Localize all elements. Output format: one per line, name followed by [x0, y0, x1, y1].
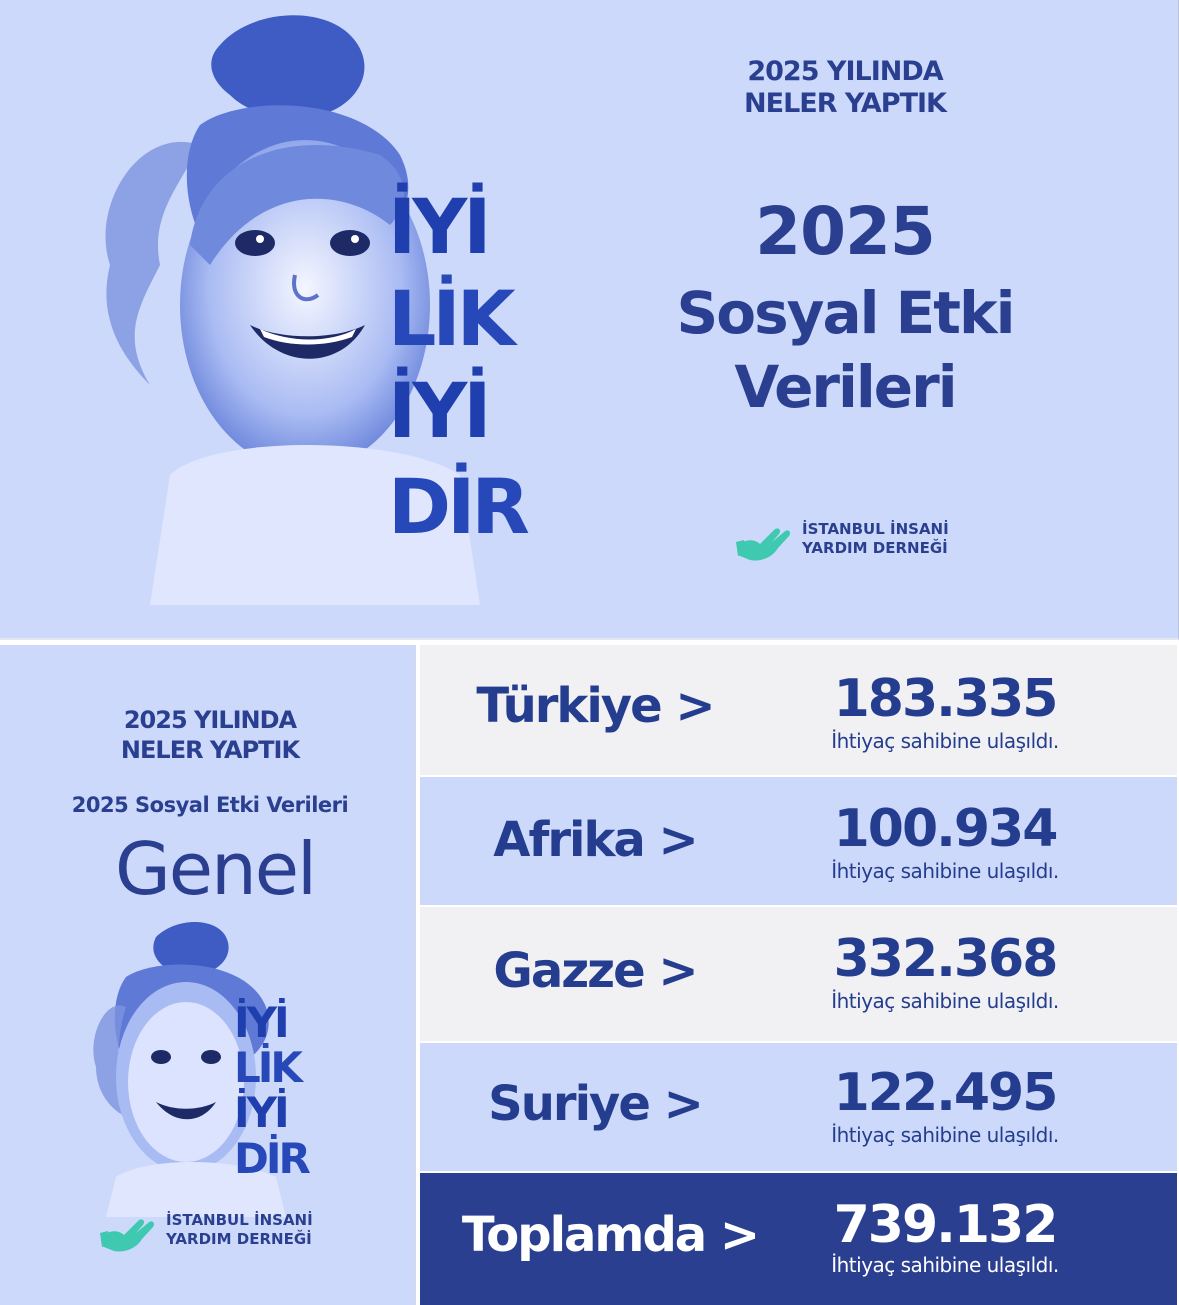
left-panel: [0, 645, 416, 1305]
logo-line-2: YARDIM DERNEĞİ: [166, 1230, 312, 1248]
panel-subtitle-line-1: 2025 YILINDA: [123, 706, 297, 734]
row-label: Afrika >: [493, 812, 697, 868]
poster-word-2: LİK: [388, 274, 512, 363]
row-value: 100.934: [833, 799, 1057, 859]
small-poster-word-4: DİR: [234, 1134, 308, 1183]
small-poster-word-1: İYİ: [234, 998, 287, 1047]
organization-logo: [734, 514, 974, 566]
small-poster-word-2: LİK: [234, 1043, 300, 1092]
row-label: Gazze >: [493, 943, 697, 999]
stat-row-turkiye: [420, 645, 1177, 775]
row-value: 739.132: [833, 1195, 1057, 1255]
helping-hand-icon: [734, 514, 794, 566]
stat-row-gazze: [420, 907, 1177, 1041]
title-line-2: Verileri: [734, 353, 956, 421]
banner-subtitle: [690, 56, 1000, 120]
child-portrait-illustration-small: [86, 917, 346, 1217]
row-label: Suriye >: [488, 1076, 702, 1132]
stat-row-total: [420, 1173, 1177, 1305]
category-title: Genel: [114, 827, 316, 911]
row-label: Toplamda >: [461, 1207, 759, 1263]
poster-word-1: İYİ: [388, 182, 488, 271]
logo-line-2: YARDIM DERNEĞİ: [802, 539, 948, 557]
helping-hand-icon: [98, 1205, 158, 1257]
child-portrait-illustration: [80, 5, 580, 605]
stat-row-afrika: [420, 777, 1177, 905]
logo-line-1: İSTANBUL İNSANİ: [802, 520, 949, 538]
row-description: İhtiyaç sahibine ulaşıldı.: [831, 729, 1059, 753]
subtitle-line-2: NELER YAPTIK: [744, 88, 946, 119]
stat-row-suriye: [420, 1043, 1177, 1171]
panel-subheading: 2025 Sosyal Etki Verileri: [71, 793, 349, 817]
poster-word-3: İYİ: [388, 366, 488, 455]
row-description: İhtiyaç sahibine ulaşıldı.: [831, 989, 1059, 1013]
row-value: 332.368: [833, 929, 1057, 989]
row-value: 122.495: [833, 1063, 1057, 1123]
top-banner: [0, 0, 1179, 640]
row-description: İhtiyaç sahibine ulaşıldı.: [831, 859, 1059, 883]
row-value: 183.335: [833, 669, 1057, 729]
panel-subtitle-line-2: NELER YAPTIK: [120, 736, 300, 764]
panel-subtitle: [60, 705, 360, 765]
row-description: İhtiyaç sahibine ulaşıldı.: [831, 1123, 1059, 1147]
stats-table: [420, 645, 1179, 1305]
small-poster-word-3: İYİ: [234, 1088, 287, 1137]
banner-year: 2025: [755, 193, 935, 270]
banner-title: [640, 276, 1050, 424]
logo-line-1: İSTANBUL İNSANİ: [166, 1211, 313, 1229]
row-label: Türkiye >: [476, 678, 714, 734]
subtitle-line-1: 2025 YILINDA: [747, 56, 943, 87]
row-description: İhtiyaç sahibine ulaşıldı.: [831, 1253, 1059, 1277]
title-line-1: Sosyal Etki: [676, 279, 1014, 347]
organization-logo-small: [98, 1205, 338, 1257]
poster-word-4: DİR: [388, 462, 526, 551]
